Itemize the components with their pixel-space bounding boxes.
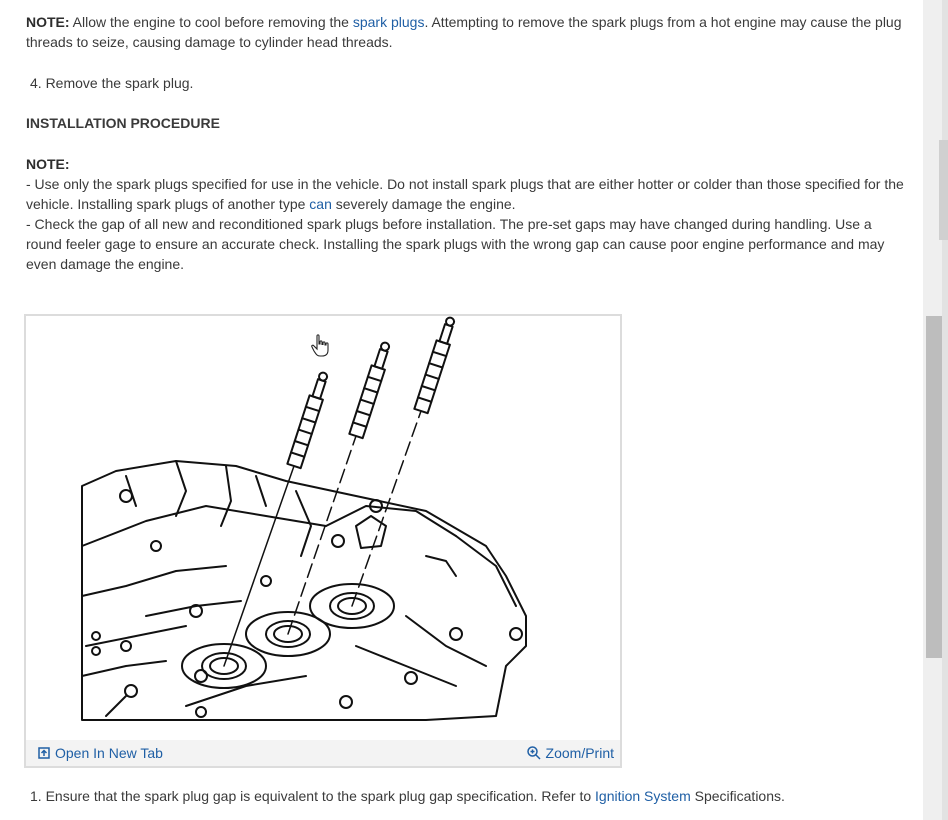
open-in-new-tab-button[interactable] [38,744,163,762]
zoom-in-icon [527,746,541,760]
spark-plugs-link[interactable]: spark plugs [352,14,425,30]
zoom-print-label: Zoom/Print [545,745,614,761]
can-link[interactable]: can [309,196,332,212]
step-1 [30,786,785,806]
note-label: NOTE: [26,14,70,30]
note-paragraph-2 [26,154,906,274]
vertical-scrollbar[interactable] [923,0,948,820]
note-text: . Attempting to remove the spark plugs from a hot engine may cause the plug threads to seize, causing damage to cylinder head threads. [26,14,902,50]
scrollbar-segment [939,140,948,240]
step-1-text-end: Specifications. [690,788,785,804]
figure-container [24,314,622,768]
open-new-tab-icon [38,747,50,759]
zoom-print-button[interactable] [527,744,614,762]
step-1-text: 1. Ensure that the spark plug gap is equivalent to the spark plug gap specification. Refer to [30,788,596,804]
open-in-new-tab-label: Open In New Tab [55,745,163,761]
note-bullet-1-end: severely damage the engine. [331,196,516,212]
note-bullet-2: - Check the gap of all new and reconditioned spark plugs before installation. The pre-set gaps may have changed during handling. Use a round feeler gage to ensure an accurate check. Installing the spark plugs with the wrong gap can cause poor engine performance and may even damage the engine. [26,216,885,272]
figure-toolbar [26,740,620,766]
scrollbar-thumb[interactable] [926,316,942,658]
scrollbar-track [942,0,948,820]
step-4: 4. Remove the spark plug. [30,75,194,91]
ignition-system-link[interactable]: Ignition System [595,788,691,804]
note-text: Allow the engine to cool before removing the [69,14,353,30]
hand-cursor-icon [310,334,330,358]
note-bullet-1: - Use only the spark plugs specified for use in the vehicle. Do not install spark plugs that are either hotter or colder than those specified for the vehicle. Installing spark plugs of another type [26,176,904,212]
note-label: NOTE: [26,156,70,172]
note-paragraph-1 [26,12,906,52]
spark-plug-installation-illustration[interactable] [26,316,620,740]
section-heading: INSTALLATION PROCEDURE [26,115,220,131]
